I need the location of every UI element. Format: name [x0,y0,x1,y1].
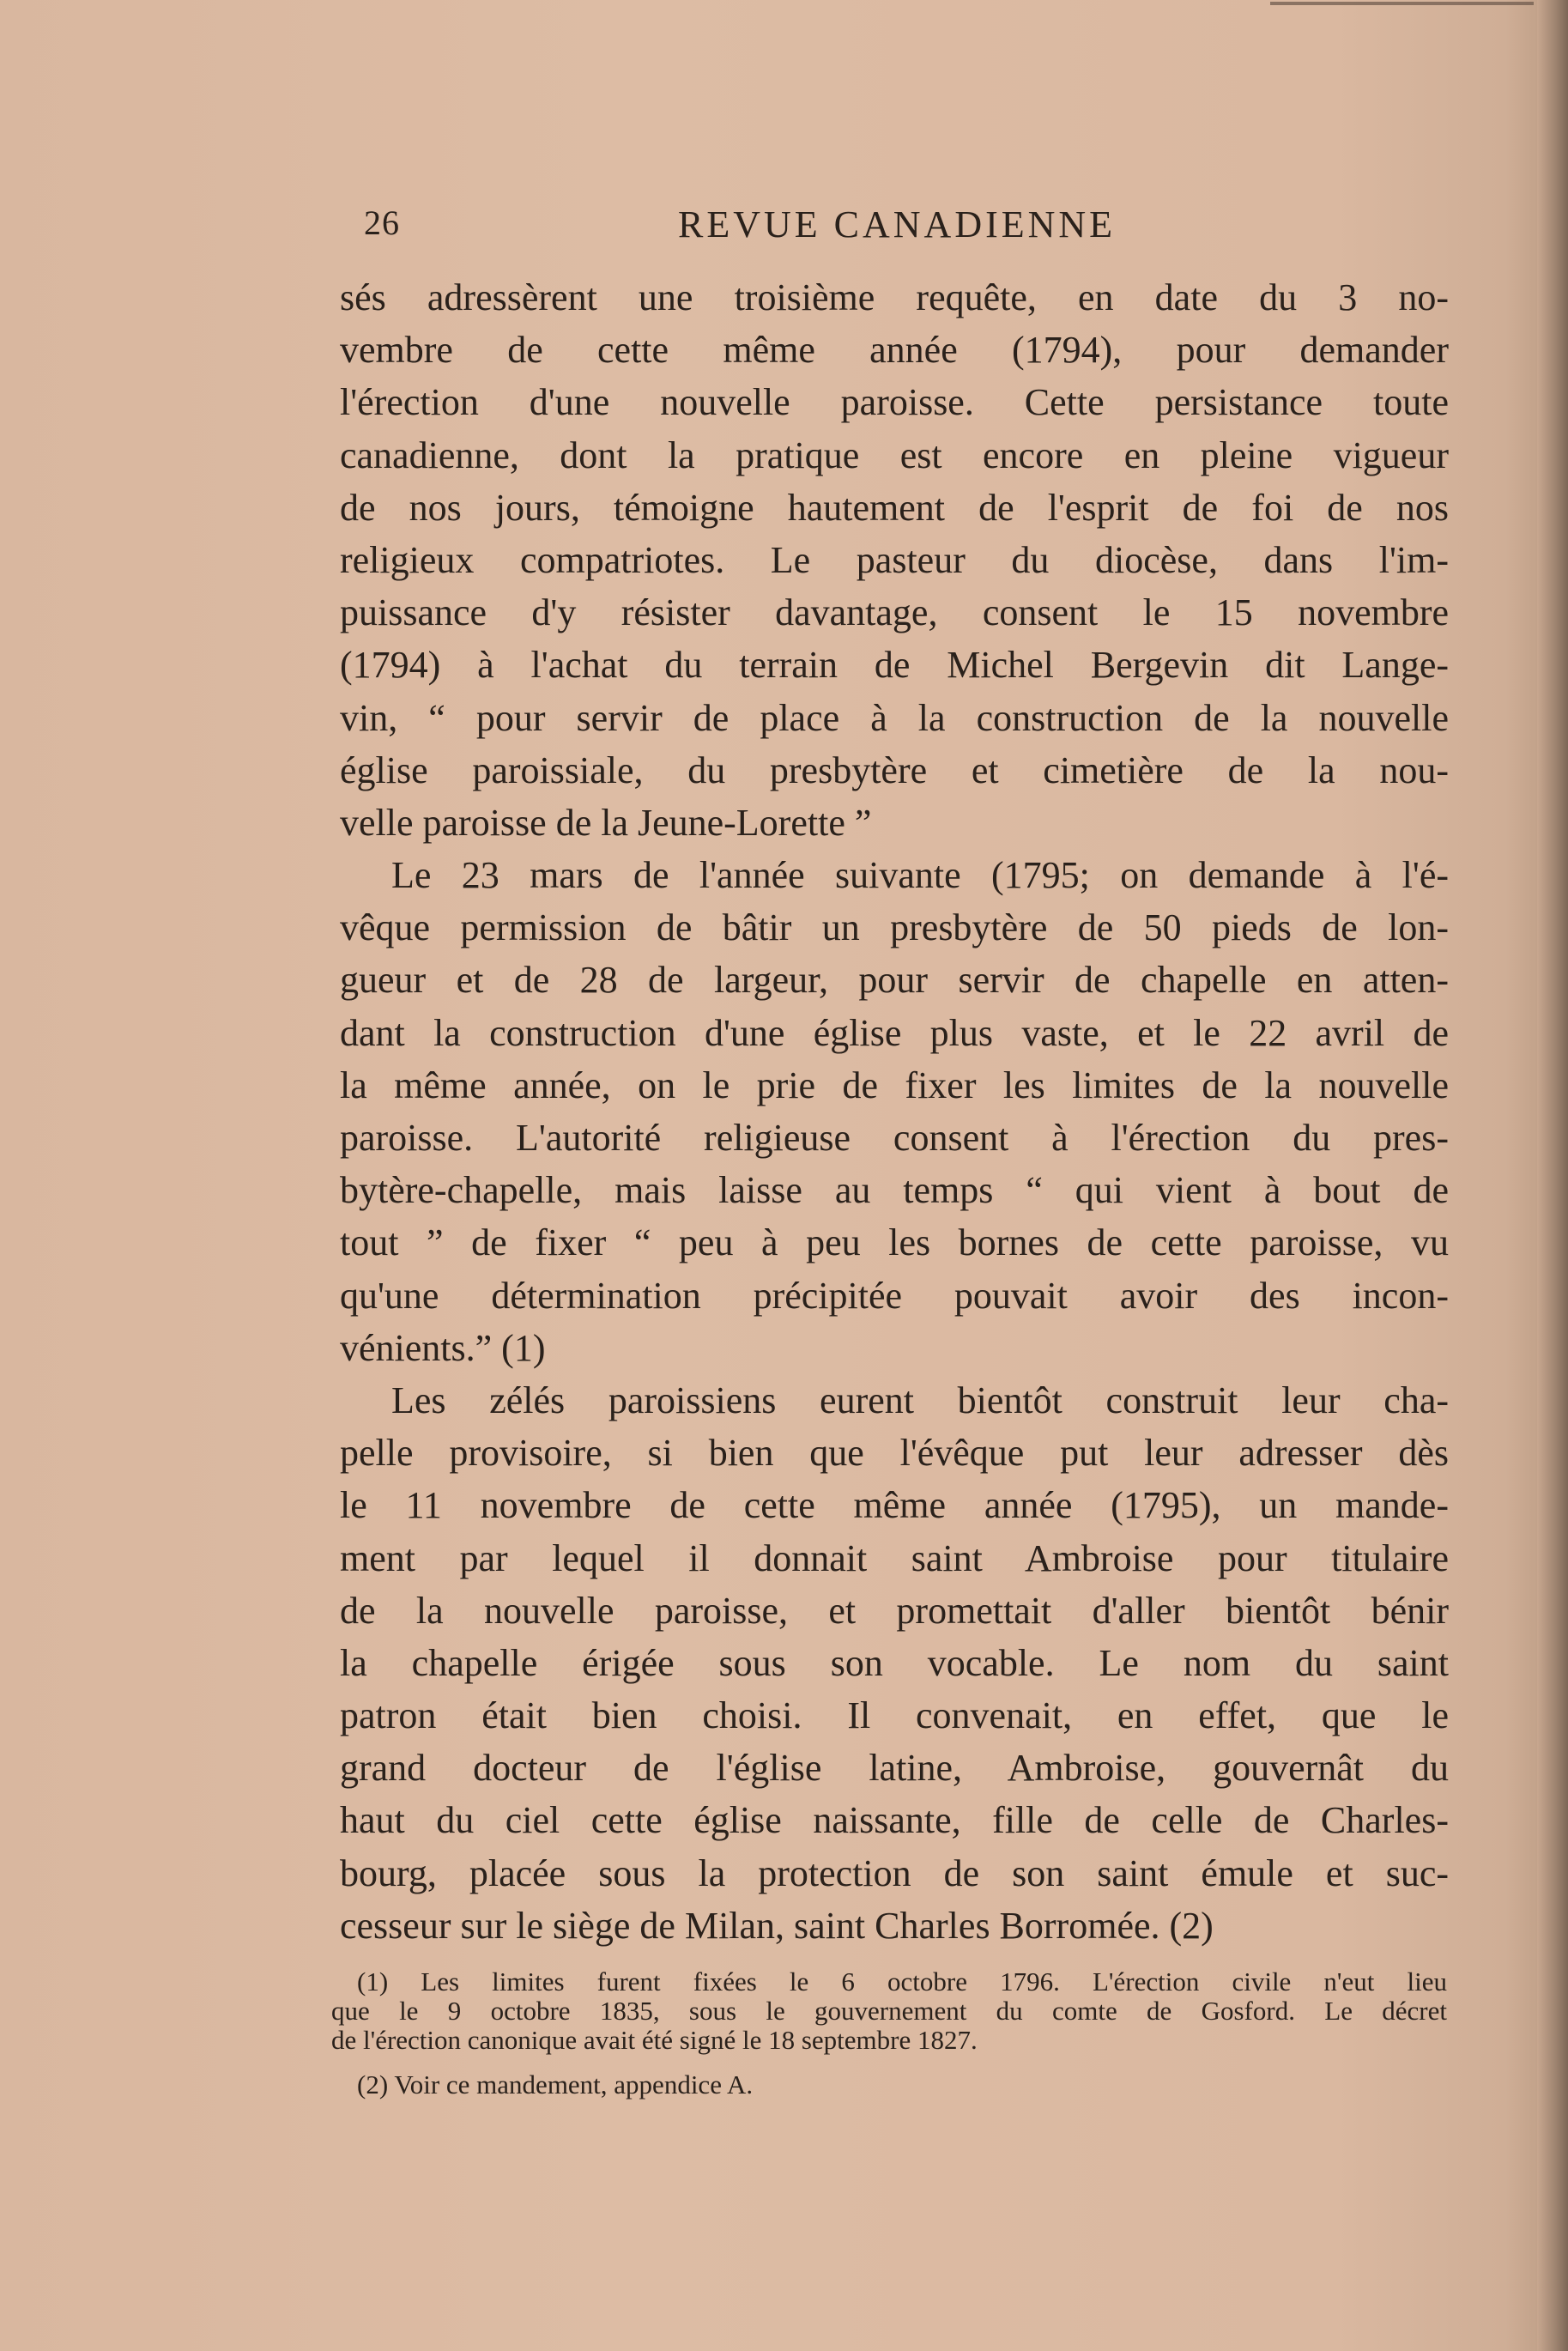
text-line: l'érection d'une nouvelle paroisse. Cette persistance toute [340,381,1449,424]
text-line: velle paroisse de la Jeune-Lorette ” [340,801,872,844]
text-line: cesseur sur le siège de Milan, saint Charles Borromée. (2) [340,1904,1214,1947]
text-line: canadienne, dont la pratique est encore en pleine vigueur [340,433,1449,476]
text-line: religieux compatriotes. Le pasteur du diocèse, dans l'im- [340,538,1449,581]
page-header [364,203,1445,254]
page-binding-edge [1537,0,1568,2351]
text-line: bourg, placée sous la protection de son saint émule et suc- [340,1851,1449,1894]
text-line: (1794) à l'achat du terrain de Michel Bergevin dit Lange- [340,644,1449,687]
text-line: bytère-chapelle, mais laisse au temps “ qui vient à bout de [340,1169,1449,1212]
text-line: de nos jours, témoigne hautement de l'esprit de foi de nos [340,486,1449,529]
text-line: qu'une détermination précipitée pouvait avoir des incon- [340,1274,1449,1317]
footnote-2: (2) Voir ce mandement, appendice A. [357,2069,754,2100]
text-line: patron était bien choisi. Il convenait, en effet, que le [340,1694,1449,1737]
text-line: sés adressèrent une troisième requête, en date du 3 no- [340,276,1449,318]
text-line: la chapelle érigée sous son vocable. Le nom du saint [340,1641,1449,1684]
text-line: pelle provisoire, si bien que l'évêque put leur adresser dès [340,1432,1449,1475]
footnotes [331,1967,1447,2100]
text-line: vembre de cette même année (1794), pour demander [340,329,1449,372]
text-line: tout ” de fixer “ peu à peu les bornes de cette paroisse, vu [340,1221,1449,1264]
text-line: paroisse. L'autorité religieuse consent à l'érection du pres- [340,1117,1449,1159]
text-line: ment par lequel il donnait saint Ambroise pour titulaire [340,1536,1449,1579]
text-line: vénients.” (1) [340,1326,546,1369]
text-line: vêque permission de bâtir un presbytère de 50 pieds de lon- [340,906,1449,949]
top-edge-line [1270,2,1534,5]
text-line: de la nouvelle paroisse, et promettait d'aller bientôt bénir [340,1589,1449,1632]
text-line: Les zélés paroissiens eurent bientôt construit leur cha- [391,1378,1449,1421]
body-text [340,271,1449,1952]
text-line: haut du ciel cette église naissante, fille de celle de Charles- [340,1799,1449,1842]
text-line: vin, “ pour servir de place à la construction de la nouvelle [340,696,1449,739]
text-line: Le 23 mars de l'année suivante (1795; on demande à l'é- [391,854,1449,897]
text-line: église paroissiale, du presbytère et cimetière de la nou- [340,748,1449,791]
text-line: le 11 novembre de cette même année (1795), un mande- [340,1484,1449,1527]
text-line: la même année, on le prie de fixer les limites de la nouvelle [340,1063,1449,1106]
text-line: grand docteur de l'église latine, Ambroise, gouvernât du [340,1747,1449,1790]
running-title: REVUE CANADIENNE [678,203,1117,245]
footnote-1-line: de l'érection canonique avait été signé le 18 septembre 1827. [331,2025,978,2055]
page-number: 26 [364,203,400,242]
footnote-1-line: que le 9 octobre 1835, sous le gouvernement du comte de Gosford. Le décret [331,1996,1447,2026]
text-line: puissance d'y résister davantage, consent le 15 novembre [340,591,1449,634]
text-line: dant la construction d'une église plus vaste, et le 22 avril de [340,1011,1449,1054]
footnote-spacer [331,2055,1447,2070]
footnote-1-line: (1) Les limites furent fixées le 6 octobre 1796. L'érection civile n'eut lieu [357,1966,1447,1997]
text-line: gueur et de 28 de largeur, pour servir de chapelle en atten- [340,959,1449,1002]
